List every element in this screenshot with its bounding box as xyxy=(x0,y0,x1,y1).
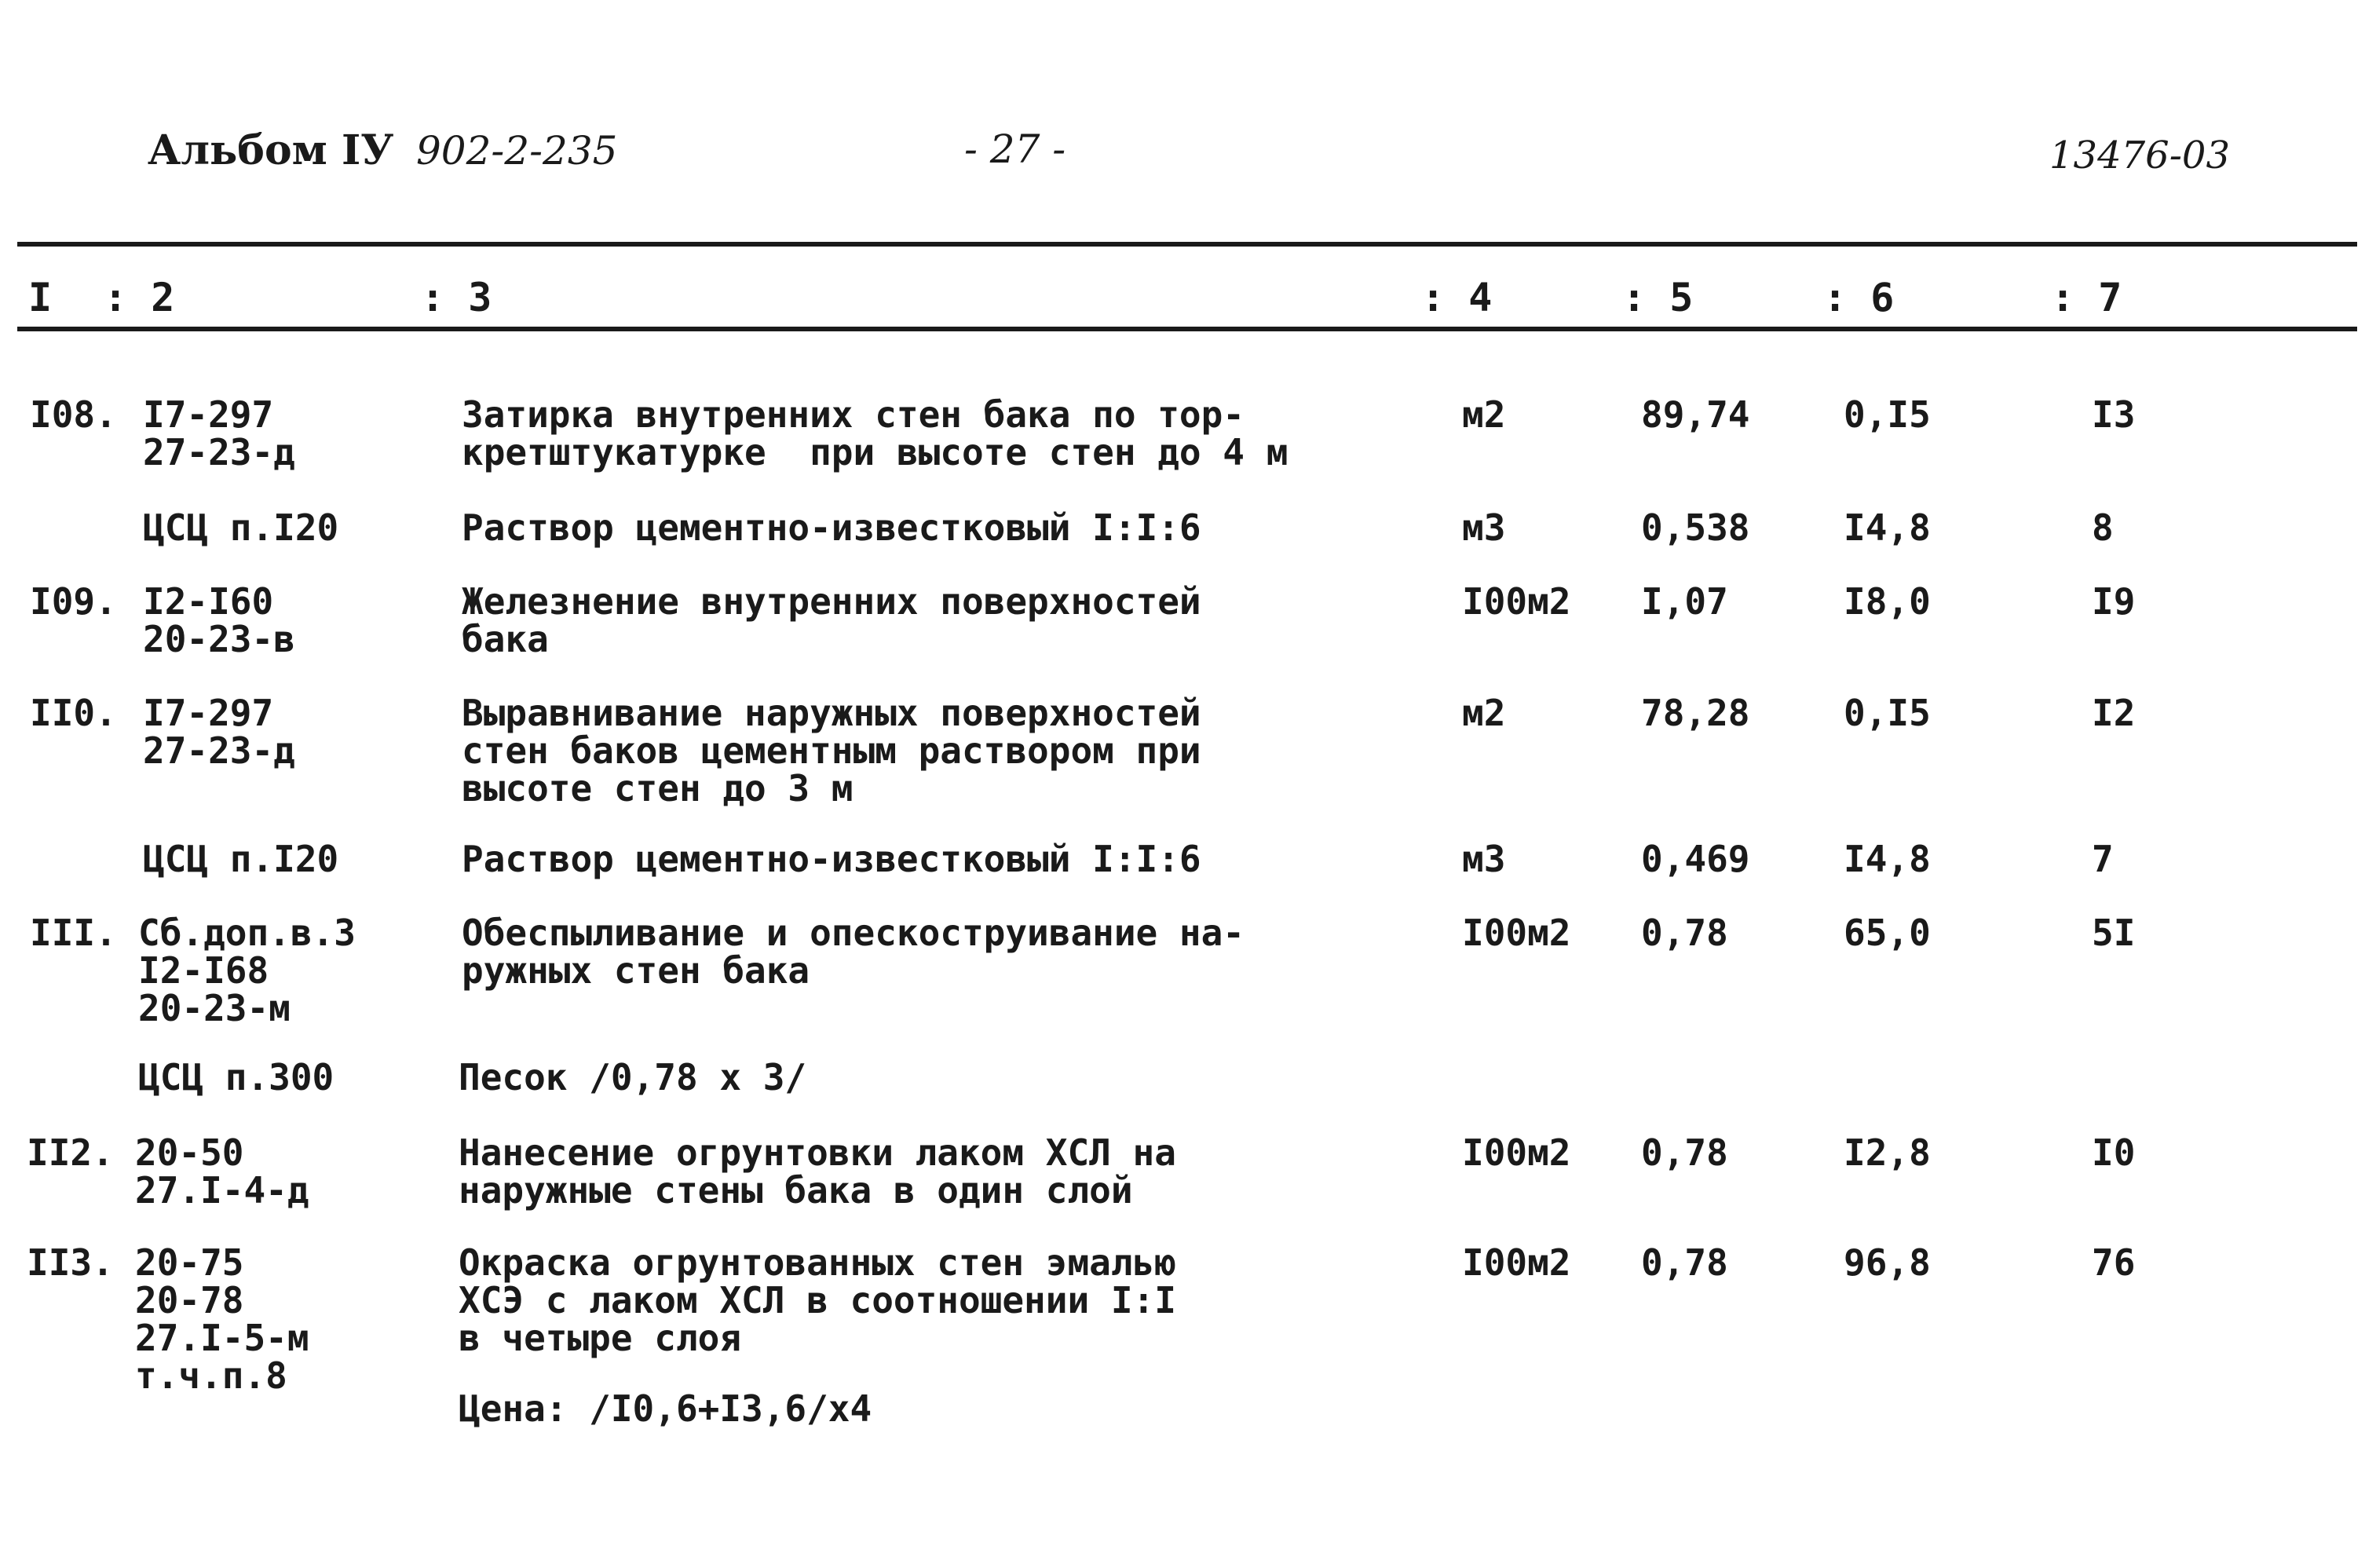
quantity: 0,78 xyxy=(1641,1131,1728,1174)
unit-price: I2,8 xyxy=(1844,1131,1931,1174)
norm-code: I7-297 27-23-д xyxy=(143,692,295,772)
total-cost: 8 xyxy=(2092,506,2114,549)
unit-price: I8,0 xyxy=(1844,580,1931,623)
row-number: III. xyxy=(30,912,117,954)
total-cost: I2 xyxy=(2092,692,2136,734)
work-description: Песок /0,78 x 3/ xyxy=(459,1056,807,1098)
row-number: II3. xyxy=(27,1241,114,1284)
norm-code: ЦСЦ п.300 xyxy=(138,1056,334,1098)
unit-price: 96,8 xyxy=(1844,1241,1931,1284)
unit: м3 xyxy=(1462,506,1506,549)
total-cost: 76 xyxy=(2092,1241,2136,1284)
work-description: Нанесение огрунтовки лаком ХСЛ на наружные стены бака в один слой xyxy=(459,1131,1176,1212)
total-cost: I3 xyxy=(2092,393,2136,436)
column-header-2: : 2 xyxy=(104,275,175,320)
work-description: Раствор цементно-известковый I:I:6 xyxy=(462,838,1201,880)
row-number: II2. xyxy=(27,1131,114,1174)
unit-price: 65,0 xyxy=(1844,912,1931,954)
page-number: - 27 - xyxy=(964,126,1066,172)
album-label: Альбом IУ xyxy=(148,126,394,174)
unit-price: I4,8 xyxy=(1844,838,1931,880)
norm-code: I2-I60 20-23-в xyxy=(143,580,295,660)
norm-code: I7-297 27-23-д xyxy=(143,393,295,473)
total-cost: 7 xyxy=(2092,838,2114,880)
unit: м2 xyxy=(1462,692,1506,734)
column-header-5: : 5 xyxy=(1622,275,1694,320)
work-description: Железнение внутренних поверхностей бака xyxy=(462,580,1201,660)
norm-code: Сб.доп.в.3 I2-I68 20-23-м xyxy=(138,912,356,1029)
norm-code: ЦСЦ п.I20 xyxy=(143,838,339,880)
price-note: Цена: /I0,6+I3,6/x4 xyxy=(459,1387,872,1430)
row-number: I09. xyxy=(30,580,117,623)
column-header-6: : 6 xyxy=(1823,275,1895,320)
total-cost: I9 xyxy=(2092,580,2136,623)
total-cost: I0 xyxy=(2092,1131,2136,1174)
row-number: II0. xyxy=(30,692,117,734)
row-number: I08. xyxy=(30,393,117,436)
series-code: 902-2-235 xyxy=(416,128,618,174)
unit: м2 xyxy=(1462,393,1506,436)
work-description: Окраска огрунтованных стен эмалью ХСЭ с лаком ХСЛ в соотношении I:I в четыре слоя xyxy=(459,1241,1176,1359)
column-header-1: I xyxy=(28,275,53,320)
quantity: 78,28 xyxy=(1641,692,1750,734)
unit-price: I4,8 xyxy=(1844,506,1931,549)
norm-code: 20-75 20-78 27.I-5-м т.ч.п.8 xyxy=(135,1241,309,1397)
work-description: Обеспыливание и опескоструивание на- ружных стен бака xyxy=(462,912,1245,992)
column-header-3: : 3 xyxy=(421,275,492,320)
norm-code: 20-50 27.I-4-д xyxy=(135,1131,309,1212)
unit: м3 xyxy=(1462,838,1506,880)
quantity: I,07 xyxy=(1641,580,1728,623)
top-rule xyxy=(17,242,2357,247)
quantity: 0,538 xyxy=(1641,506,1750,549)
unit: I00м2 xyxy=(1462,1241,1571,1284)
work-description: Раствор цементно-известковый I:I:6 xyxy=(462,506,1201,549)
total-cost: 5I xyxy=(2092,912,2136,954)
unit: I00м2 xyxy=(1462,580,1571,623)
quantity: 0,78 xyxy=(1641,1241,1728,1284)
quantity: 0,469 xyxy=(1641,838,1750,880)
quantity: 0,78 xyxy=(1641,912,1728,954)
work-description: Затирка внутренних стен бака по тор- кретштукатурке при высоте стен до 4 м xyxy=(462,393,1289,473)
unit: I00м2 xyxy=(1462,1131,1571,1174)
unit: I00м2 xyxy=(1462,912,1571,954)
header-rule xyxy=(17,327,2357,331)
column-header-4: : 4 xyxy=(1421,275,1493,320)
unit-price: 0,I5 xyxy=(1844,393,1931,436)
column-header-7: : 7 xyxy=(2051,275,2122,320)
unit-price: 0,I5 xyxy=(1844,692,1931,734)
document-code: 13476-03 xyxy=(2049,133,2230,177)
quantity: 89,74 xyxy=(1641,393,1750,436)
norm-code: ЦСЦ п.I20 xyxy=(143,506,339,549)
work-description: Выравнивание наружных поверхностей стен баков цементным раствором при высоте стен до 3 м xyxy=(462,692,1201,810)
